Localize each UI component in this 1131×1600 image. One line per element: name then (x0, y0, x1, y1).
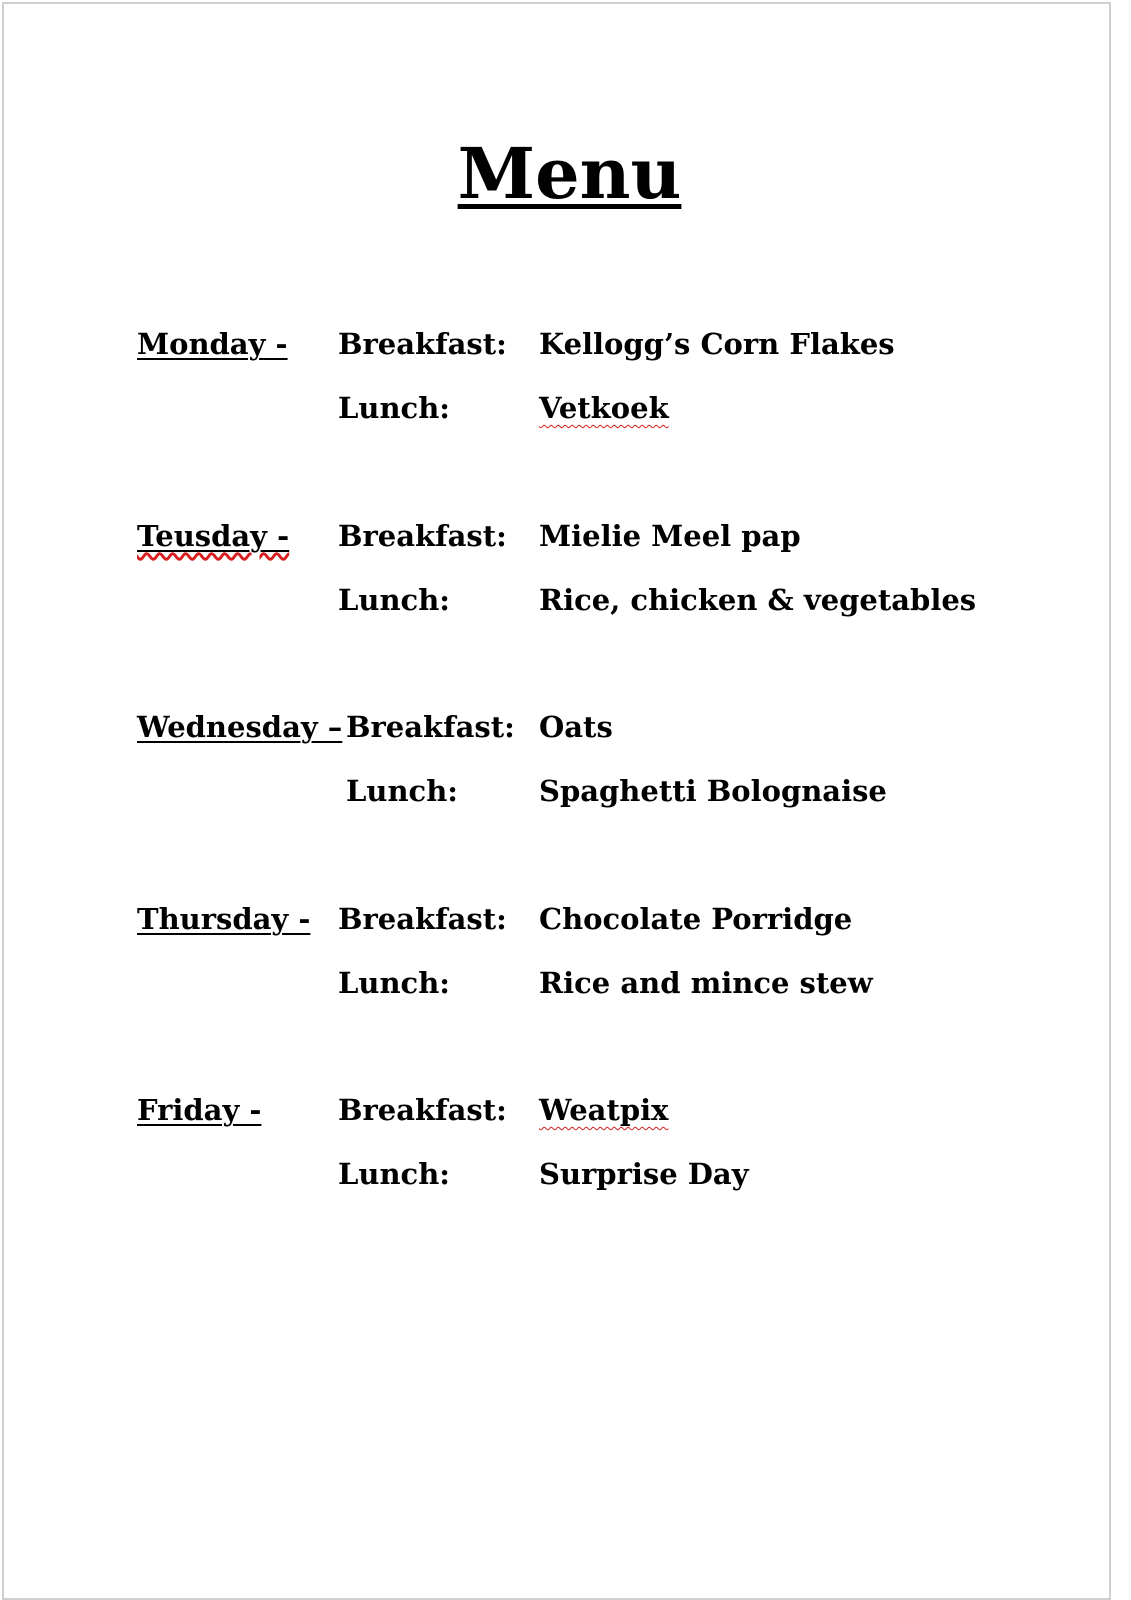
menu-row-tuesday-lunch (4, 580, 1109, 620)
menu-row-monday-lunch (4, 388, 1109, 428)
meal-label-lunch: Lunch: (338, 1157, 451, 1191)
page-title: Menu (457, 132, 682, 215)
meal-label-lunch: Lunch: (338, 583, 451, 617)
menu-row-thursday-breakfast (4, 899, 1109, 939)
menu-row-friday-breakfast (4, 1090, 1109, 1130)
menu-row-thursday-lunch (4, 963, 1109, 1003)
day-label-tuesday (137, 516, 289, 556)
day-label-thursday: Thursday - (137, 902, 311, 936)
food-item: Rice, chicken & vegetables (539, 583, 977, 617)
food-item: Vetkoek (539, 391, 669, 425)
document-page (2, 2, 1111, 1600)
menu-row-wednesday-breakfast (4, 707, 1109, 747)
meal-label-breakfast: Breakfast: (338, 327, 507, 361)
meal-label-lunch: Lunch: (346, 774, 459, 808)
food-item: Chocolate Porridge (539, 902, 853, 936)
food-item: Kellogg’s Corn Flakes (539, 327, 895, 361)
menu-row-friday-lunch (4, 1154, 1109, 1194)
day-label-wednesday: Wednesday – (137, 710, 343, 744)
menu-row-wednesday-lunch (4, 771, 1109, 811)
menu-row-tuesday-breakfast (4, 516, 1109, 556)
food-item: Weatpix (539, 1093, 669, 1127)
food-item: Spaghetti Bolognaise (539, 774, 887, 808)
food-item: Oats (539, 710, 613, 744)
meal-label-breakfast: Breakfast: (338, 1093, 507, 1127)
food-item: Rice and mince stew (539, 966, 873, 1000)
day-label-monday: Monday - (137, 327, 288, 361)
day-label-text: Teusday - (137, 519, 290, 553)
food-item: Mielie Meel pap (539, 519, 801, 553)
meal-label-breakfast: Breakfast: (338, 519, 507, 553)
meal-label-breakfast: Breakfast: (338, 902, 507, 936)
menu-row-monday-breakfast (4, 324, 1109, 364)
meal-label-lunch: Lunch: (338, 391, 451, 425)
meal-label-lunch: Lunch: (338, 966, 451, 1000)
food-item: Surprise Day (539, 1157, 749, 1191)
meal-label-breakfast: Breakfast: (346, 710, 515, 744)
day-label-friday: Friday - (137, 1093, 262, 1127)
